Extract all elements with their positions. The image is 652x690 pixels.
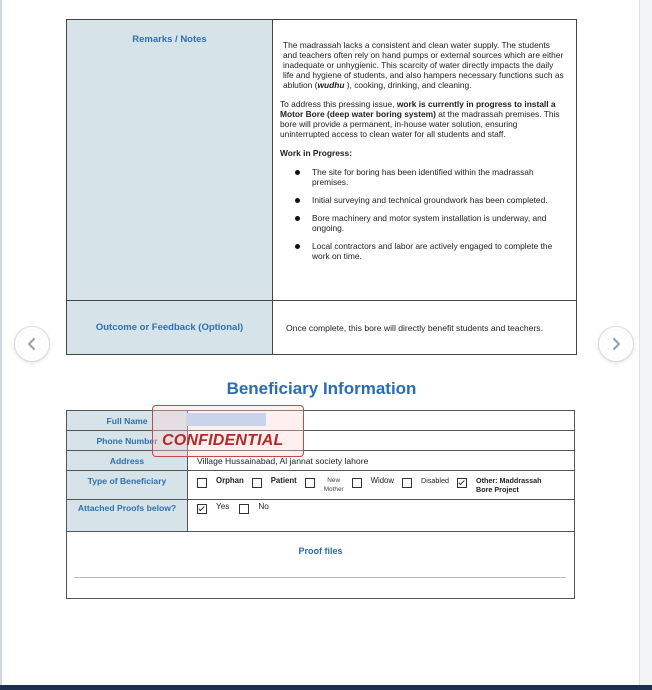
next-page-button[interactable] bbox=[598, 326, 634, 362]
remarks-label: Remarks / Notes bbox=[67, 20, 273, 301]
option-disabled[interactable] bbox=[402, 476, 449, 488]
option-yes[interactable] bbox=[197, 502, 229, 514]
option-label: Other: Maddrassah Bore Project bbox=[476, 476, 542, 494]
proof-files-cell bbox=[67, 532, 575, 599]
confidential-label: CONFIDENTIAL bbox=[162, 432, 284, 449]
checkbox-no[interactable] bbox=[239, 504, 249, 514]
list-item: Initial surveying and technical groundwork has been completed. bbox=[295, 195, 566, 205]
option-label: No bbox=[258, 502, 269, 511]
proof-files-label: Proof files bbox=[298, 546, 343, 556]
option-patient[interactable] bbox=[252, 476, 297, 488]
confidential-stamp bbox=[152, 405, 304, 457]
type-label: Type of Beneficiary bbox=[67, 471, 188, 500]
option-orphan[interactable] bbox=[197, 476, 244, 488]
checkbox-new-mother[interactable] bbox=[305, 478, 315, 488]
option-label: Orphan bbox=[216, 476, 244, 485]
remarks-content bbox=[273, 20, 577, 301]
option-label: New Mother bbox=[323, 477, 344, 493]
option-label: Patient bbox=[270, 476, 297, 485]
full-name-label: Full Name bbox=[67, 411, 188, 431]
checkbox-yes[interactable] bbox=[197, 504, 207, 514]
proofs-options-cell bbox=[188, 500, 575, 532]
option-new-mother[interactable] bbox=[305, 476, 344, 494]
checkbox-patient[interactable] bbox=[252, 478, 262, 488]
option-label: Yes bbox=[216, 502, 230, 511]
redacted-block bbox=[186, 413, 266, 426]
option-label: Disabled bbox=[421, 476, 449, 485]
chevron-right-icon bbox=[609, 337, 623, 351]
outcome-text: Once complete, this bore will directly benefit students and teachers. bbox=[273, 301, 577, 355]
scrollbar-track[interactable] bbox=[639, 0, 652, 690]
checkbox-disabled[interactable] bbox=[402, 478, 412, 488]
checkbox-other[interactable] bbox=[457, 478, 467, 488]
wip-list bbox=[280, 167, 566, 261]
page-frame-left bbox=[0, 0, 2, 690]
option-widow[interactable] bbox=[352, 476, 394, 488]
option-no[interactable] bbox=[239, 502, 268, 514]
list-item: The site for boring has been identified within the madrassah premises. bbox=[295, 167, 566, 187]
option-label: Widow bbox=[370, 476, 395, 485]
type-options-cell bbox=[188, 471, 575, 500]
footer-bar bbox=[0, 685, 652, 690]
divider bbox=[74, 577, 566, 578]
address-label: Address bbox=[67, 451, 188, 471]
wip-title: Work in Progress: bbox=[280, 148, 352, 158]
checkbox-widow[interactable] bbox=[352, 478, 362, 488]
remarks-table bbox=[66, 19, 577, 355]
previous-page-button[interactable] bbox=[14, 326, 50, 362]
list-item: Local contractors and labor are actively engaged to complete the work on time. bbox=[295, 241, 566, 261]
chevron-left-icon bbox=[25, 337, 39, 351]
outcome-label: Outcome or Feedback (Optional) bbox=[67, 301, 273, 355]
address-value: Village Hussainabad, Al jannat society lahore bbox=[188, 451, 575, 471]
checkbox-orphan[interactable] bbox=[197, 478, 207, 488]
option-other[interactable] bbox=[457, 476, 542, 494]
proofs-label: Attached Proofs below? bbox=[67, 500, 188, 532]
list-item: Bore machinery and motor system installation is underway, and ongoing. bbox=[295, 213, 566, 233]
remarks-paragraph-2: To address this pressing issue, work is currently in progress to install a Motor Bore (deep water boring system) at the madrassah premises. This bore will provide a permanent, in-house water solution, ensuring uninterrupted access to clean water for all students and staff. bbox=[280, 99, 560, 139]
remarks-paragraph-1: The madrassah lacks a consistent and clean water supply. The students and teachers often rely on hand pumps or external sources which are either inadequate or unhygienic. This scarcity of water directly impacts the daily life and hygiene of students, and also hampers necessary functions such as ablution (wudhu ), cooking, drinking, and cleaning. bbox=[283, 40, 564, 90]
section-title: Beneficiary Information bbox=[226, 379, 417, 398]
phone-label: Phone Number bbox=[67, 431, 188, 451]
beneficiary-table bbox=[66, 410, 575, 599]
